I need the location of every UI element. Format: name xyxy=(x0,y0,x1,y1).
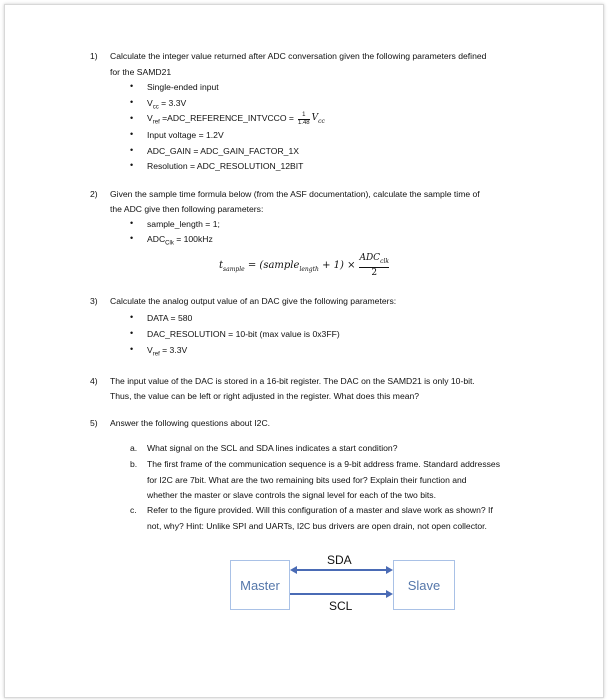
scl-line xyxy=(290,590,393,598)
q3-bullet: $V_{ref} = 3.3V$ xyxy=(147,345,188,358)
q1-text: Calculate the integer value returned after ADC conversation given the following parameters defined xyxy=(110,51,487,61)
q5-text: Answer the following questions about I2C. xyxy=(110,418,271,428)
bullet: • xyxy=(130,312,134,322)
bullet: • xyxy=(130,113,134,123)
q1-bullet: $V_{cc} = 3.3V$ xyxy=(147,98,187,111)
bullet: • xyxy=(130,344,134,354)
q5b-text: for I2C are 7bit. What are the two remaining bits used for? Explain their function and xyxy=(147,475,467,485)
vcc-symbol: $V_{cc}$ xyxy=(311,113,325,125)
bullet: • xyxy=(130,81,134,91)
fraction: $\frac{1}{1.48}$ xyxy=(297,111,310,126)
q1-number: 1) xyxy=(90,51,98,61)
q1-bullet-vref: $V_{ref}$ =ADC_REFERENCE_INTVCCO = $\frac{1}{1.48}$ $V_{cc}$ xyxy=(147,111,325,126)
bullet: • xyxy=(130,160,134,170)
q5c-text: not, why? Hint: Unlike SPI and UARTs, I2C bus drivers are open drain, not open collector. xyxy=(147,521,487,531)
q4-text: The input value of the DAC is stored in a 16-bit register. The DAC on the SAMD21 is only 10-bit. xyxy=(110,376,475,386)
formula-fraction: $ADC_{clk}$ 2 xyxy=(359,253,389,278)
bullet: • xyxy=(130,328,134,338)
scl-label: SCL xyxy=(329,599,353,613)
q3-bullet: DATA = 580 xyxy=(147,313,193,323)
sda-label: SDA xyxy=(327,553,352,567)
sample-time-formula: $t_{sample}$ = (sample$_{length}$ + 1) × $ADC_{clk}$ 2 xyxy=(219,253,389,278)
q2-bullet: sample_length = 1; xyxy=(147,219,220,229)
q1-bullet: ADC_GAIN = ADC_GAIN_FACTOR_1X xyxy=(147,146,299,156)
q2-text: Given the sample time formula below (from the ASF documentation), calculate the sample time of xyxy=(110,189,480,199)
bullet: • xyxy=(130,97,134,107)
q1-bullet: Resolution = ADC_RESOLUTION_12BIT xyxy=(147,161,304,171)
q3-text: Calculate the analog output value of an DAC give the following parameters: xyxy=(110,296,397,306)
bullet: • xyxy=(130,129,134,139)
master-box: Master xyxy=(230,560,290,610)
bullet: • xyxy=(130,145,134,155)
q5b-text: The first frame of the communication sequence is a 9-bit address frame. Standard addresses xyxy=(147,459,500,469)
q2-text: the ADC give then following parameters: xyxy=(110,204,264,214)
slave-box: Slave xyxy=(393,560,455,610)
q5a-text: What signal on the SCL and SDA lines indicates a start condition? xyxy=(147,443,398,453)
q4-text: Thus, the value can be left or right adjusted in the register. What does this mean? xyxy=(110,391,420,401)
q1-bullet: Input voltage = 1.2V xyxy=(147,130,224,140)
q3-bullet: DAC_RESOLUTION = 10-bit (max value is 0x3FF) xyxy=(147,329,340,339)
bullet: • xyxy=(130,218,134,228)
q5-label-c: c. xyxy=(130,505,137,515)
q1-bullet: Single-ended input xyxy=(147,82,219,92)
q5-label-b: b. xyxy=(130,459,138,469)
bullet: • xyxy=(130,233,134,243)
q5-label-a: a. xyxy=(130,443,138,453)
q2-bullet: $ADC_{Clk} = 100kHz$ xyxy=(147,234,213,247)
sda-line xyxy=(290,566,393,574)
q5-number: 5) xyxy=(90,418,98,428)
q1-text: for the SAMD21 xyxy=(110,67,172,77)
q4-number: 4) xyxy=(90,376,98,386)
q5c-text: Refer to the figure provided. Will this configuration of a master and slave work as shown? If xyxy=(147,505,493,515)
q2-number: 2) xyxy=(90,189,98,199)
q5b-text: whether the master or slave controls the signal level for each of the two bits. xyxy=(147,490,436,500)
q3-number: 3) xyxy=(90,296,98,306)
